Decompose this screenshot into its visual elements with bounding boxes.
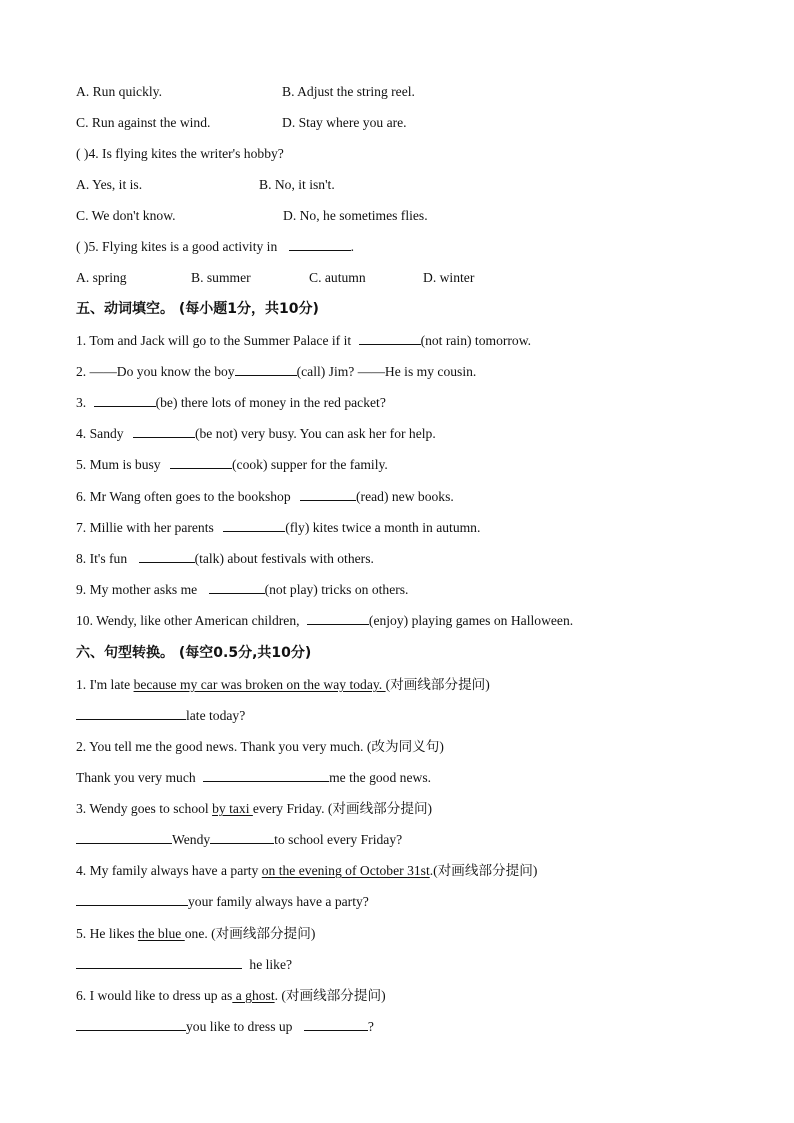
answer-paren: ( ) bbox=[76, 239, 89, 254]
s5-item-hint: (read) new books. bbox=[356, 489, 454, 504]
s5-item-6 bbox=[76, 488, 454, 506]
s6-q4-answer-text: your family always have a party? bbox=[188, 894, 369, 909]
s6-q6-answer-text: you like to dress up bbox=[186, 1019, 293, 1034]
answer-blank[interactable] bbox=[76, 956, 242, 969]
s5-item-3 bbox=[76, 394, 386, 412]
answer-blank[interactable] bbox=[76, 1018, 186, 1031]
s5-item-1 bbox=[76, 332, 531, 350]
s5-item-text: 1. Tom and Jack will go to the Summer Palace if it bbox=[76, 333, 352, 348]
s6-q3-answer-text: to school every Friday? bbox=[274, 832, 403, 847]
s5-item-text: 6. Mr Wang often goes to the bookshop bbox=[76, 489, 291, 504]
q5-option-a: A. spring bbox=[76, 270, 127, 285]
s5-item-text: 4. Sandy bbox=[76, 426, 124, 441]
s5-item-text: 7. Millie with her parents bbox=[76, 520, 214, 535]
s6-q4-instruction: .(对画线部分提问) bbox=[429, 863, 538, 878]
s6-q1-answer bbox=[76, 707, 245, 725]
q4-options-row-2 bbox=[76, 207, 428, 225]
s6-q5-answer-text: he like? bbox=[246, 957, 293, 972]
s6-q6-end: ? bbox=[367, 1019, 374, 1034]
q4-question bbox=[76, 145, 284, 163]
answer-blank[interactable] bbox=[304, 1018, 368, 1031]
s5-item-hint: (enjoy) playing games on Halloween. bbox=[368, 613, 574, 628]
answer-blank[interactable] bbox=[209, 581, 265, 594]
q4-option-b: B. No, it isn't. bbox=[259, 177, 335, 192]
s6-q5-text: 5. He likes bbox=[76, 926, 138, 941]
q3-option-d: D. Stay where you are. bbox=[282, 115, 407, 130]
s6-q6-instruction: . (对画线部分提问) bbox=[274, 988, 386, 1003]
s6-q4-text: 4. My family always have a party bbox=[76, 863, 262, 878]
s6-q5-answer bbox=[76, 956, 292, 974]
s5-item-hint: (cook) supper for the family. bbox=[232, 457, 388, 472]
q3-options-row-2 bbox=[76, 114, 407, 132]
s6-q6 bbox=[76, 987, 386, 1005]
s5-item-10 bbox=[76, 612, 573, 630]
answer-blank[interactable] bbox=[289, 238, 351, 251]
answer-blank[interactable] bbox=[300, 488, 356, 501]
s5-item-text: 5. Mum is busy bbox=[76, 457, 161, 472]
s6-q5 bbox=[76, 925, 315, 943]
answer-blank[interactable] bbox=[76, 831, 172, 844]
s5-item-text: 9. My mother asks me bbox=[76, 582, 198, 597]
q4-options-row-1 bbox=[76, 176, 335, 194]
s6-q3-underlined: by taxi bbox=[212, 801, 253, 816]
answer-blank[interactable] bbox=[210, 831, 274, 844]
q3-option-c: C. Run against the wind. bbox=[76, 115, 211, 130]
s6-q1 bbox=[76, 676, 490, 694]
s5-item-hint: (be) there lots of money in the red packet? bbox=[155, 395, 386, 410]
s6-q3-answer-mid: Wendy bbox=[172, 832, 211, 847]
answer-blank[interactable] bbox=[223, 519, 285, 532]
answer-blank[interactable] bbox=[133, 425, 195, 438]
s5-item-8 bbox=[76, 550, 374, 568]
s5-item-2 bbox=[76, 363, 476, 381]
s6-q2: 2. You tell me the good news. Thank you very much. (改为同义句) bbox=[76, 739, 444, 754]
answer-paren: ( ) bbox=[76, 146, 89, 161]
section-5-title: 五、动词填空。 (每小题1分，共10分) bbox=[76, 301, 319, 317]
q5-option-b: B. summer bbox=[191, 270, 251, 285]
q5-option-c: C. autumn bbox=[309, 270, 366, 285]
s5-item-text: 2. ——Do you know the boy bbox=[76, 364, 235, 379]
s5-item-text: 10. Wendy, like other American children, bbox=[76, 613, 300, 628]
s6-q6-underlined: a ghost bbox=[232, 988, 275, 1003]
s6-q3 bbox=[76, 800, 432, 818]
s5-item-text: 3. bbox=[76, 395, 87, 410]
s6-q2-answer bbox=[76, 769, 431, 787]
s5-item-hint: (talk) about festivals with others. bbox=[194, 551, 374, 566]
answer-blank[interactable] bbox=[170, 456, 232, 469]
s5-item-hint: (not rain) tomorrow. bbox=[420, 333, 532, 348]
s5-item-5 bbox=[76, 456, 388, 474]
s6-q4-answer bbox=[76, 893, 369, 911]
answer-blank[interactable] bbox=[76, 707, 186, 720]
s6-q5-underlined: the blue bbox=[137, 926, 185, 941]
section-6-title: 六、句型转换。 (每空0.5分,共10分) bbox=[76, 645, 312, 661]
answer-blank[interactable] bbox=[76, 893, 188, 906]
s5-item-4 bbox=[76, 425, 436, 443]
s5-item-hint: (be not) very busy. You can ask her for help. bbox=[194, 426, 436, 441]
answer-blank[interactable] bbox=[359, 332, 421, 345]
s6-q6-answer bbox=[76, 1018, 374, 1036]
s6-q4 bbox=[76, 862, 537, 880]
q3-options-row-1 bbox=[76, 83, 415, 101]
s6-q1-text: 1. I'm late bbox=[76, 677, 134, 692]
q5-options bbox=[76, 269, 475, 287]
q4-text: 4. Is flying kites the writer's hobby? bbox=[88, 146, 284, 161]
answer-blank[interactable] bbox=[235, 363, 297, 376]
s6-q3-text: 3. Wendy goes to school bbox=[76, 801, 213, 816]
s6-q3-instruction: every Friday. (对画线部分提问) bbox=[252, 801, 433, 816]
s6-q5-instruction: one. (对画线部分提问) bbox=[184, 926, 316, 941]
q5-question bbox=[76, 238, 354, 256]
s6-q1-underlined: because my car was broken on the way today. bbox=[133, 677, 386, 692]
s6-q4-underlined: on the evening of October 31st bbox=[261, 863, 430, 878]
q5-option-d: D. winter bbox=[423, 270, 475, 285]
s5-item-9 bbox=[76, 581, 408, 599]
q4-option-c: C. We don't know. bbox=[76, 208, 176, 223]
s6-q2-answer-pre: Thank you very much bbox=[76, 770, 196, 785]
s5-item-text: 8. It's fun bbox=[76, 551, 128, 566]
q4-option-d: D. No, he sometimes flies. bbox=[283, 208, 428, 223]
answer-blank[interactable] bbox=[94, 394, 156, 407]
s6-q1-answer-text: late today? bbox=[186, 708, 246, 723]
s5-item-hint: (not play) tricks on others. bbox=[264, 582, 409, 597]
s6-q3-answer bbox=[76, 831, 402, 849]
s6-q1-instruction: (对画线部分提问) bbox=[385, 677, 490, 692]
q3-option-a: A. Run quickly. bbox=[76, 84, 162, 99]
answer-blank[interactable] bbox=[139, 550, 195, 563]
s5-item-7 bbox=[76, 519, 480, 537]
answer-blank[interactable] bbox=[203, 769, 329, 782]
s6-q2-answer-text: me the good news. bbox=[329, 770, 432, 785]
q4-option-a: A. Yes, it is. bbox=[76, 177, 143, 192]
q5-text: 5. Flying kites is a good activity in bbox=[88, 239, 278, 254]
s6-q6-text: 6. I would like to dress up as bbox=[76, 988, 233, 1003]
answer-blank[interactable] bbox=[307, 612, 369, 625]
s5-item-hint: (call) Jim? ——He is my cousin. bbox=[296, 364, 477, 379]
q5-end: . bbox=[350, 239, 355, 254]
q3-option-b: B. Adjust the string reel. bbox=[282, 84, 415, 99]
s5-item-hint: (fly) kites twice a month in autumn. bbox=[285, 520, 481, 535]
